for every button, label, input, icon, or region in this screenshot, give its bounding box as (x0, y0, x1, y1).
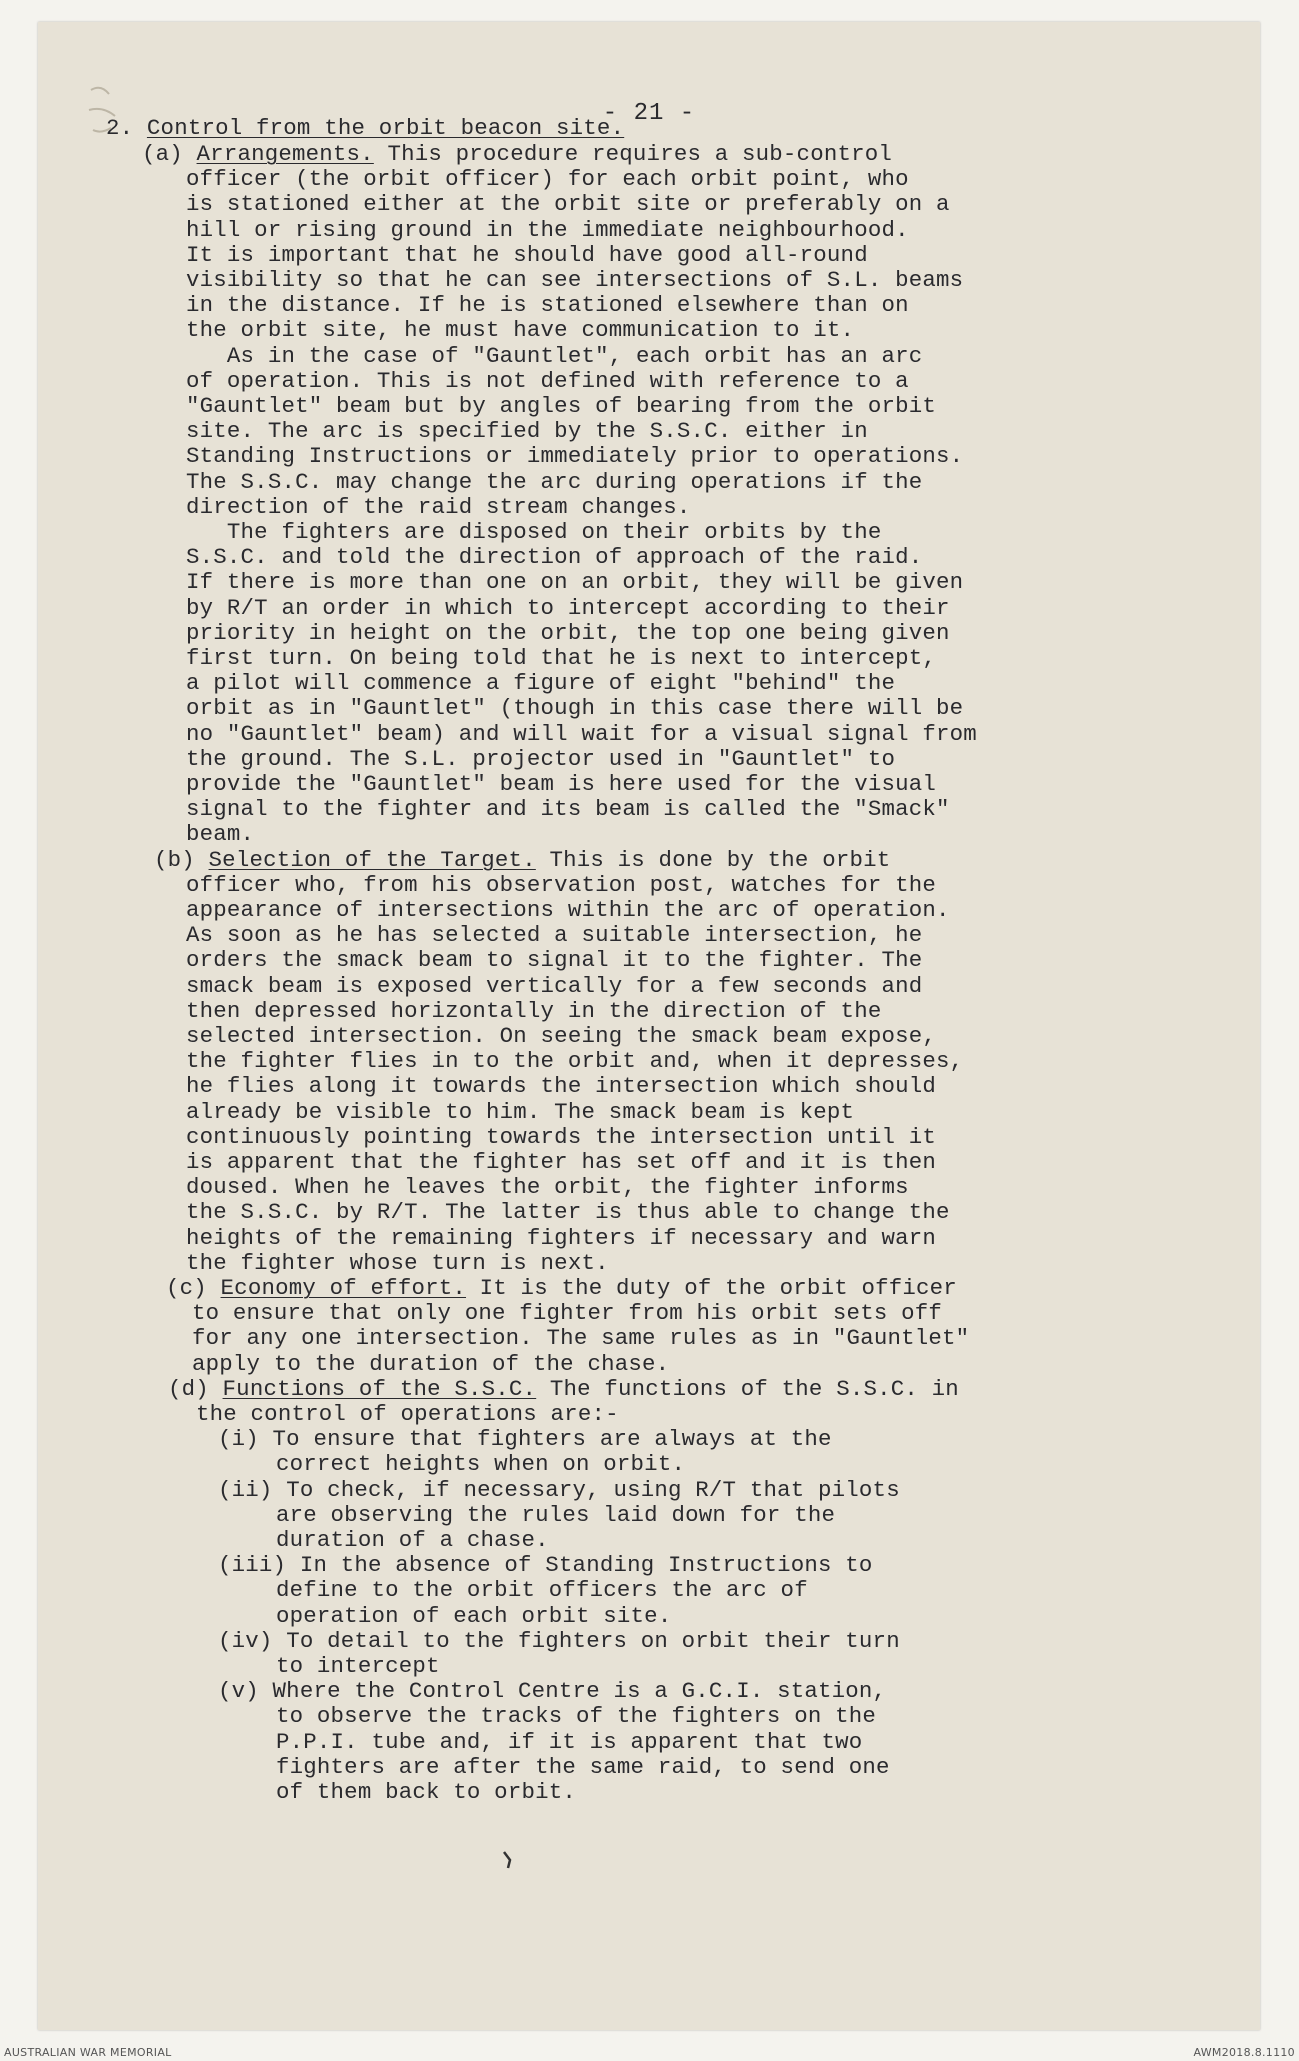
function-item-text: To ensure that fighters are always at the (272, 1426, 832, 1453)
para-a-line: officer (the orbit officer) for each orbit point, who (186, 166, 909, 193)
para-a-line: no "Gauntlet" beam) and will wait for a visual signal from (186, 720, 977, 747)
para-a-line: the ground. The S.L. projector used in "Gauntlet" to (186, 745, 896, 772)
function-item-number: (iii) (218, 1552, 300, 1579)
para-a-line: S.S.C. and told the direction of approach of the raid. (186, 544, 923, 571)
para-c-line: It is the duty of the orbit officer (466, 1275, 957, 1301)
para-c-title: Economy of effort. (220, 1275, 467, 1301)
function-item-text: define to the orbit officers the arc of (276, 1577, 808, 1604)
para-b-line: already be visible to him. The smack beam is kept (186, 1098, 855, 1125)
function-item (218, 1553, 873, 1578)
para-c-line: apply to the duration of the chase. (192, 1350, 670, 1377)
para-a-line: of operation. This is not defined with reference to a (186, 367, 909, 394)
para-a-line: direction of the raid stream changes. (186, 493, 691, 520)
para-a-line: orbit as in "Gauntlet" (though in this case there will be (186, 695, 964, 722)
function-item (218, 1478, 900, 1503)
function-item-number: (i) (218, 1426, 273, 1453)
para-a-line: It is important that he should have good all-round (186, 241, 868, 268)
page-number: - 21 - (602, 100, 696, 127)
para-b-line: smack beam is exposed vertically for a few seconds and (186, 972, 923, 999)
para-c-label: (c) (166, 1275, 221, 1301)
para-a-line: first turn. On being told that he is next to intercept, (186, 645, 937, 671)
function-item-text: correct heights when on orbit. (276, 1451, 686, 1478)
function-item-number: (iv) (218, 1627, 287, 1654)
para-b-line: selected intersection. On seeing the smack beam expose, (186, 1023, 937, 1049)
function-item-text: To check, if necessary, using R/T that pilots (286, 1476, 900, 1503)
function-item-number: (ii) (218, 1476, 287, 1503)
para-d-label: (d) (168, 1375, 223, 1402)
para-b-line: he flies along it towards the intersection which should (186, 1073, 937, 1100)
para-a-line: If there is more than one on an orbit, they will be given (186, 569, 964, 596)
para-a-line: provide the "Gauntlet" beam is here used for the visual (186, 771, 937, 797)
para-b-line: orders the smack beam to signal it to the fighter. The (186, 947, 923, 974)
para-a-title: Arrangements. (196, 141, 374, 167)
section-heading (106, 116, 624, 141)
para-b-line: doused. When he leaves the orbit, the fighter informs (186, 1174, 909, 1201)
para-a-line: priority in height on the orbit, the top one being given (186, 619, 950, 646)
para-a-line: "Gauntlet" beam but by angles of bearing from the orbit (186, 393, 937, 419)
para-a-label: (a) (142, 141, 197, 167)
function-item-text: are observing the rules laid down for the (276, 1501, 836, 1528)
function-item (218, 1427, 832, 1452)
para-a-line: beam. (186, 821, 255, 848)
para-a-line: Standing Instructions or immediately prior to operations. (186, 443, 964, 470)
para-b-line: appearance of intersections within the arc of operation. (186, 897, 950, 923)
document-page (38, 22, 1260, 2030)
function-item (218, 1629, 900, 1654)
function-item-text: In the absence of Standing Instructions to (299, 1552, 873, 1579)
para-c-line: to ensure that only one fighter from his orbit sets off (192, 1300, 943, 1327)
function-item-text: of them back to orbit. (276, 1779, 577, 1805)
para-b-label: (b) (154, 846, 209, 873)
para-c-first-line (166, 1276, 957, 1301)
para-d-line: The functions of the S.S.C. in (536, 1375, 959, 1402)
para-b-line: As soon as he has selected a suitable intersection, he (186, 922, 923, 949)
para-a-line: The S.S.C. may change the arc during operations if the (186, 468, 923, 495)
function-item-text: to intercept (276, 1653, 440, 1679)
para-a-first-line (142, 142, 892, 167)
para-a-line: As in the case of "Gauntlet", each orbit has an arc (186, 342, 923, 369)
para-d-first-line (168, 1377, 959, 1402)
para-b-line: the fighter flies in to the orbit and, when it depresses, (186, 1048, 964, 1075)
function-item-text: duration of a chase. (276, 1527, 549, 1553)
para-b-line: officer who, from his observation post, watches for the (186, 871, 937, 898)
para-a-line: The fighters are disposed on their orbits by the (186, 519, 882, 545)
para-a-line: signal to the fighter and its beam is called the "Smack" (186, 796, 950, 823)
para-d-line: the control of operations are:- (196, 1401, 619, 1427)
ink-mark-icon (500, 1848, 518, 1872)
para-a-line: visibility so that he can see intersections of S.L. beams (186, 267, 964, 293)
function-item-text: To detail to the fighters on orbit their turn (286, 1627, 900, 1654)
para-a-line: by R/T an order in which to intercept according to their (186, 594, 950, 621)
function-item-text: fighters are after the same raid, to send one (276, 1753, 890, 1780)
para-a-line: a pilot will commence a figure of eight "behind" the (186, 670, 896, 697)
para-b-line: continuously pointing towards the intersection until it (186, 1123, 937, 1150)
para-c-line: for any one intersection. The same rules as in "Gauntlet" (192, 1325, 970, 1352)
para-a-line: in the distance. If he is stationed elsewhere than on (186, 292, 909, 319)
footer-archive-name: AUSTRALIAN WAR MEMORIAL (4, 2046, 172, 2059)
function-item (218, 1679, 886, 1704)
section-title: Control from the orbit beacon site. (146, 115, 625, 141)
embossed-mark-icon (85, 80, 125, 154)
footer-catalog-id: AWM2018.8.1110 (1193, 2046, 1295, 2059)
para-a-line: is stationed either at the orbit site or preferably on a (186, 191, 950, 218)
para-a-line: site. The arc is specified by the S.S.C. either in (186, 418, 868, 445)
para-b-line: the fighter whose turn is next. (186, 1249, 609, 1276)
para-b-title: Selection of the Target. (208, 846, 536, 873)
function-item-number: (v) (218, 1678, 273, 1705)
para-d-title: Functions of the S.S.C. (222, 1375, 537, 1402)
function-item-text: operation of each orbit site. (276, 1602, 672, 1629)
para-b-line: the S.S.C. by R/T. The latter is thus able to change the (186, 1199, 950, 1226)
para-b-line: This is done by the orbit (535, 846, 891, 873)
function-item-text: Where the Control Centre is a G.C.I. station, (272, 1678, 887, 1705)
section-number: 2. (106, 115, 147, 141)
para-b-line: heights of the remaining fighters if necessary and warn (186, 1224, 937, 1251)
para-a-line: the orbit site, he must have communication to it. (186, 317, 855, 344)
para-b-line: is apparent that the fighter has set off and it is then (186, 1149, 937, 1175)
para-a-line: hill or rising ground in the immediate neighbourhood. (186, 216, 909, 243)
function-item-text: to observe the tracks of the fighters on the (276, 1703, 877, 1730)
para-b-first-line (154, 848, 890, 873)
para-b-line: then depressed horizontally in the direction of the (186, 997, 882, 1024)
para-a-line: This procedure requires a sub-control (373, 141, 893, 167)
function-item-text: P.P.I. tube and, if it is apparent that two (276, 1728, 863, 1755)
